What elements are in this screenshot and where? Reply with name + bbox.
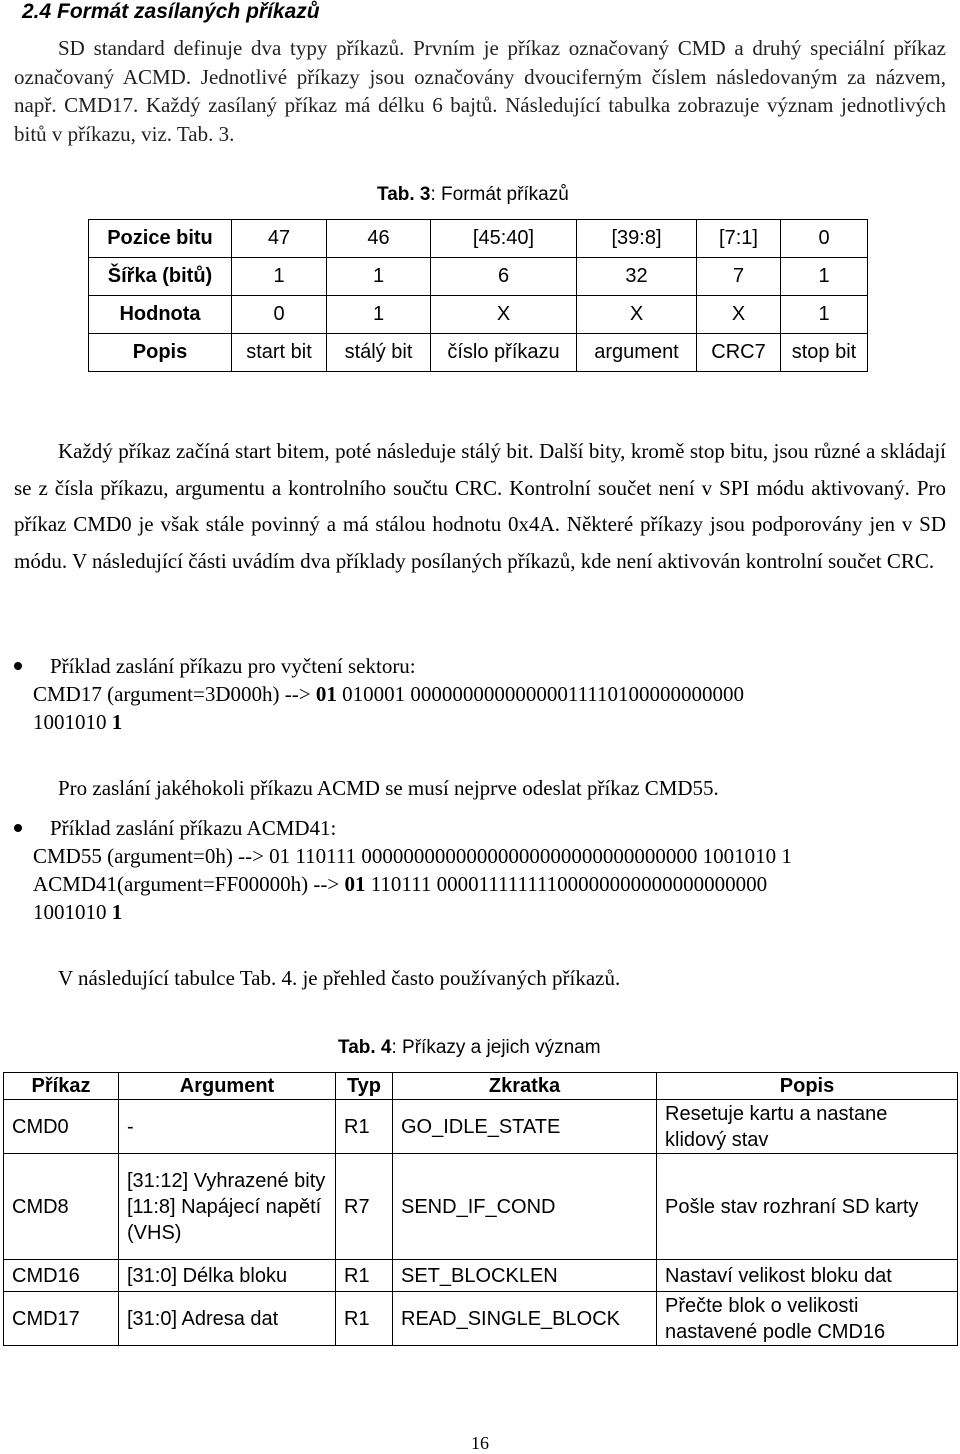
table-cell: 46 xyxy=(327,220,431,258)
table-row xyxy=(4,1292,958,1346)
table-cell: 1 xyxy=(327,258,431,296)
table-cell: X xyxy=(577,296,697,334)
column-header: Příkaz xyxy=(4,1073,119,1100)
table-row xyxy=(89,220,868,258)
table-cell: CRC7 xyxy=(697,334,781,372)
table-cell: [7:1] xyxy=(697,220,781,258)
example2-bits: 110111 00001111111100000000000000000000 xyxy=(365,872,768,896)
acmd-note: Pro zaslání jakéhokoli příkazu ACMD se musí nejprve odeslat příkaz CMD55. xyxy=(58,776,719,800)
abbr-cell: SET_BLOCKLEN xyxy=(393,1260,657,1292)
section-heading: 2.4 Formát zasílaných příkazů xyxy=(22,0,320,23)
row-header: Hodnota xyxy=(89,296,232,334)
arg-cell: [31:0] Adresa dat xyxy=(119,1292,336,1346)
table-cell: stop bit xyxy=(781,334,868,372)
table-row xyxy=(89,258,868,296)
table-cell: 0 xyxy=(781,220,868,258)
table-cell: start bit xyxy=(232,334,327,372)
intro-paragraph xyxy=(14,34,946,148)
desc-cell: Resetuje kartu a nastane klidový stav xyxy=(657,1100,958,1154)
column-header: Typ xyxy=(336,1073,393,1100)
table4-intro: V následující tabulce Tab. 4. je přehled často používaných příkazů. xyxy=(58,966,621,990)
row-header: Pozice bitu xyxy=(89,220,232,258)
desc-cell: Přečte blok o velikosti nastavené podle CMD16 xyxy=(657,1292,958,1346)
desc-cell: Nastaví velikost bloku dat xyxy=(657,1260,958,1292)
type-cell: R1 xyxy=(336,1260,393,1292)
table-cell: 47 xyxy=(232,220,327,258)
example2-prefix: ACMD41(argument=FF00000h) --> xyxy=(33,872,345,896)
example1-line1 xyxy=(33,680,744,708)
table3-caption-label: Tab. 3 xyxy=(377,184,431,205)
table-cell: 1 xyxy=(232,258,327,296)
example2-stop-bit: 1 xyxy=(111,900,123,924)
cmd-cell: CMD16 xyxy=(4,1260,119,1292)
column-header: Popis xyxy=(657,1073,958,1100)
table4-caption-label: Tab. 4 xyxy=(338,1037,392,1058)
page-number: 16 xyxy=(471,1433,489,1453)
example1-title: Příklad zaslání příkazu pro vyčtení sektoru: xyxy=(50,654,416,678)
row-header: Popis xyxy=(89,334,232,372)
arg-cell: - xyxy=(119,1100,336,1154)
example1-start-bits: 01 xyxy=(315,682,337,706)
cmd-cell: CMD17 xyxy=(4,1292,119,1346)
table3-caption xyxy=(377,184,569,206)
column-header: Zkratka xyxy=(393,1073,657,1100)
example2-line2 xyxy=(33,870,767,898)
cmd-cell: CMD0 xyxy=(4,1100,119,1154)
table-cell: 32 xyxy=(577,258,697,296)
table4-caption xyxy=(338,1037,601,1059)
bullet-icon xyxy=(14,662,22,670)
intro-text: SD standard definuje dva typy příkazů. Prvním je příkaz označovaný CMD a druhý speciální příkaz označovaný ACMD. Jednotlivé příkazy jsou označovány dvouciferným číslem následovaným za názvem, např. CMD17. Každý zasílaný příkaz má délku 6 bajtů. Následující tabulka zobrazuje význam jednotlivých bitů v příkazu, viz. Tab. 3. xyxy=(14,36,946,146)
row-header: Šířka (bitů) xyxy=(89,258,232,296)
arg-cell: [31:0] Délka bloku xyxy=(119,1260,336,1292)
table-cell: 1 xyxy=(327,296,431,334)
table-row xyxy=(4,1100,958,1154)
example2-line3 xyxy=(33,898,122,926)
desc-cell: Pošle stav rozhraní SD karty xyxy=(657,1154,958,1260)
example1-bits: 010001 00000000000000011110100000000000 xyxy=(336,682,745,706)
example2-crc: 1001010 xyxy=(33,900,112,924)
abbr-cell: READ_SINGLE_BLOCK xyxy=(393,1292,657,1346)
table-cell: argument xyxy=(577,334,697,372)
table-cell: 6 xyxy=(431,258,577,296)
table-cell: 7 xyxy=(697,258,781,296)
table-cell: stálý bit xyxy=(327,334,431,372)
table-cell: [39:8] xyxy=(577,220,697,258)
table-row xyxy=(89,334,868,372)
example2-title: Příklad zaslání příkazu ACMD41: xyxy=(50,816,337,840)
table-row xyxy=(89,296,868,334)
table-cell: X xyxy=(431,296,577,334)
table-cell: 1 xyxy=(781,296,868,334)
command-format-table xyxy=(88,219,868,372)
bullet-icon xyxy=(14,824,22,832)
description-paragraph xyxy=(14,433,946,579)
table-cell: 0 xyxy=(232,296,327,334)
example2-start-bits: 01 xyxy=(344,872,366,896)
description-text: Každý příkaz začíná start bitem, poté následuje stálý bit. Další bity, kromě stop bitu, jsou různé a skládají se z čísla příkazu, argumentu a kontrolního součtu CRC. Kontrolní součet není v SPI módu aktivovaný. Pro příkaz CMD0 je však stále povinný a má stálou hodnotu 0x4A. Některé příkazy jsou podporovány jen v SD módu. V následující části uvádím dva příklady posílaných příkazů, kde není aktivován kontrolní součet CRC. xyxy=(14,439,946,573)
table-cell: [45:40] xyxy=(431,220,577,258)
table-row xyxy=(4,1260,958,1292)
abbr-cell: GO_IDLE_STATE xyxy=(393,1100,657,1154)
type-cell: R1 xyxy=(336,1100,393,1154)
table-cell: 1 xyxy=(781,258,868,296)
commands-table xyxy=(3,1072,958,1346)
table-header-row xyxy=(4,1073,958,1100)
table3-caption-text: : Formát příkazů xyxy=(430,184,569,205)
arg-cell: [31:12] Vyhrazené bity [11:8] Napájecí napětí (VHS) xyxy=(119,1154,336,1260)
example2-line1: CMD55 (argument=0h) --> 01 110111 00000000000000000000000000000000 1001010 1 xyxy=(33,844,792,868)
table4-caption-text: : Příkazy a jejich význam xyxy=(391,1037,601,1058)
type-cell: R7 xyxy=(336,1154,393,1260)
table-cell: číslo příkazu xyxy=(431,334,577,372)
type-cell: R1 xyxy=(336,1292,393,1346)
example1-line2 xyxy=(33,708,122,736)
table-cell: X xyxy=(697,296,781,334)
abbr-cell: SEND_IF_COND xyxy=(393,1154,657,1260)
example1-stop-bit: 1 xyxy=(111,710,123,734)
example1-prefix: CMD17 (argument=3D000h) --> xyxy=(33,682,316,706)
example1-crc: 1001010 xyxy=(33,710,112,734)
column-header: Argument xyxy=(119,1073,336,1100)
cmd-cell: CMD8 xyxy=(4,1154,119,1260)
table-row xyxy=(4,1154,958,1260)
